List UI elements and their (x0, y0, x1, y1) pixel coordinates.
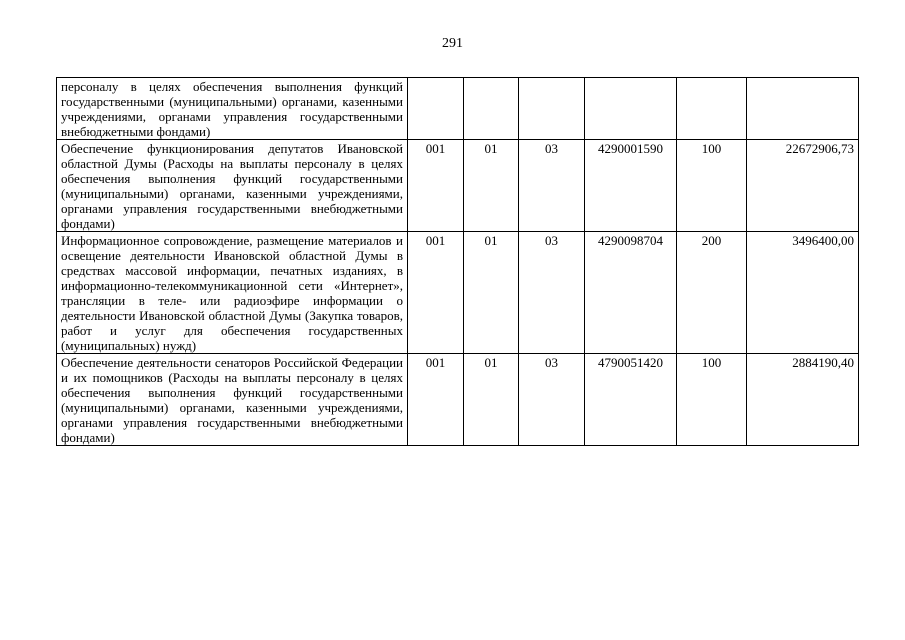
ministry-code: 001 (408, 140, 464, 232)
section-code: 01 (464, 140, 519, 232)
table-row (57, 354, 859, 446)
row-description: персоналу в целях обеспечения выполнения функций государственными (муниципальными) органами, казенными учреждениями, органами управления государственными внебюджетными фондами) (57, 78, 408, 140)
subsection-code: 03 (519, 354, 585, 446)
target-article-code: 4790051420 (585, 354, 677, 446)
subsection-code: 03 (519, 140, 585, 232)
amount-value: 2884190,40 (747, 354, 859, 446)
table-row (57, 232, 859, 354)
ministry-code (408, 78, 464, 140)
amount-value: 22672906,73 (747, 140, 859, 232)
subsection-code: 03 (519, 232, 585, 354)
ministry-code: 001 (408, 354, 464, 446)
table-row (57, 140, 859, 232)
row-description: Информационное сопровождение, размещение материалов и освещение деятельности Ивановской областной Думы в средствах массовой информации, печатных изданиях, в информационно-телекоммуникационной сети «Интернет», трансляции в теле- или радиоэфире информации о деятельности Ивановской областной Думы (Закупка товаров, работ и услуг для обеспечения государственных (муниципальных) нужд) (57, 232, 408, 354)
expense-type-code: 200 (677, 232, 747, 354)
page-number: 291 (442, 36, 463, 51)
ministry-code: 001 (408, 232, 464, 354)
section-code (464, 78, 519, 140)
row-description: Обеспечение деятельности сенаторов Российской Федерации и их помощников (Расходы на выплаты персоналу в целях обеспечения выполнения функций государственными (муниципальными) органами, казенными учреждениями, органами управления государственными внебюджетными фондами) (57, 354, 408, 446)
table-row (57, 78, 859, 140)
section-code: 01 (464, 354, 519, 446)
target-article-code (585, 78, 677, 140)
budget-table (56, 77, 859, 446)
amount-value (747, 78, 859, 140)
section-code: 01 (464, 232, 519, 354)
expense-type-code: 100 (677, 354, 747, 446)
target-article-code: 4290098704 (585, 232, 677, 354)
expense-type-code: 100 (677, 140, 747, 232)
row-description: Обеспечение функционирования депутатов Ивановской областной Думы (Расходы на выплаты персоналу в целях обеспечения выполнения функций государственными (муниципальными) органами, казенными учреждениями, органами управления государственными внебюджетными фондами) (57, 140, 408, 232)
expense-type-code (677, 78, 747, 140)
target-article-code: 4290001590 (585, 140, 677, 232)
subsection-code (519, 78, 585, 140)
amount-value: 3496400,00 (747, 232, 859, 354)
